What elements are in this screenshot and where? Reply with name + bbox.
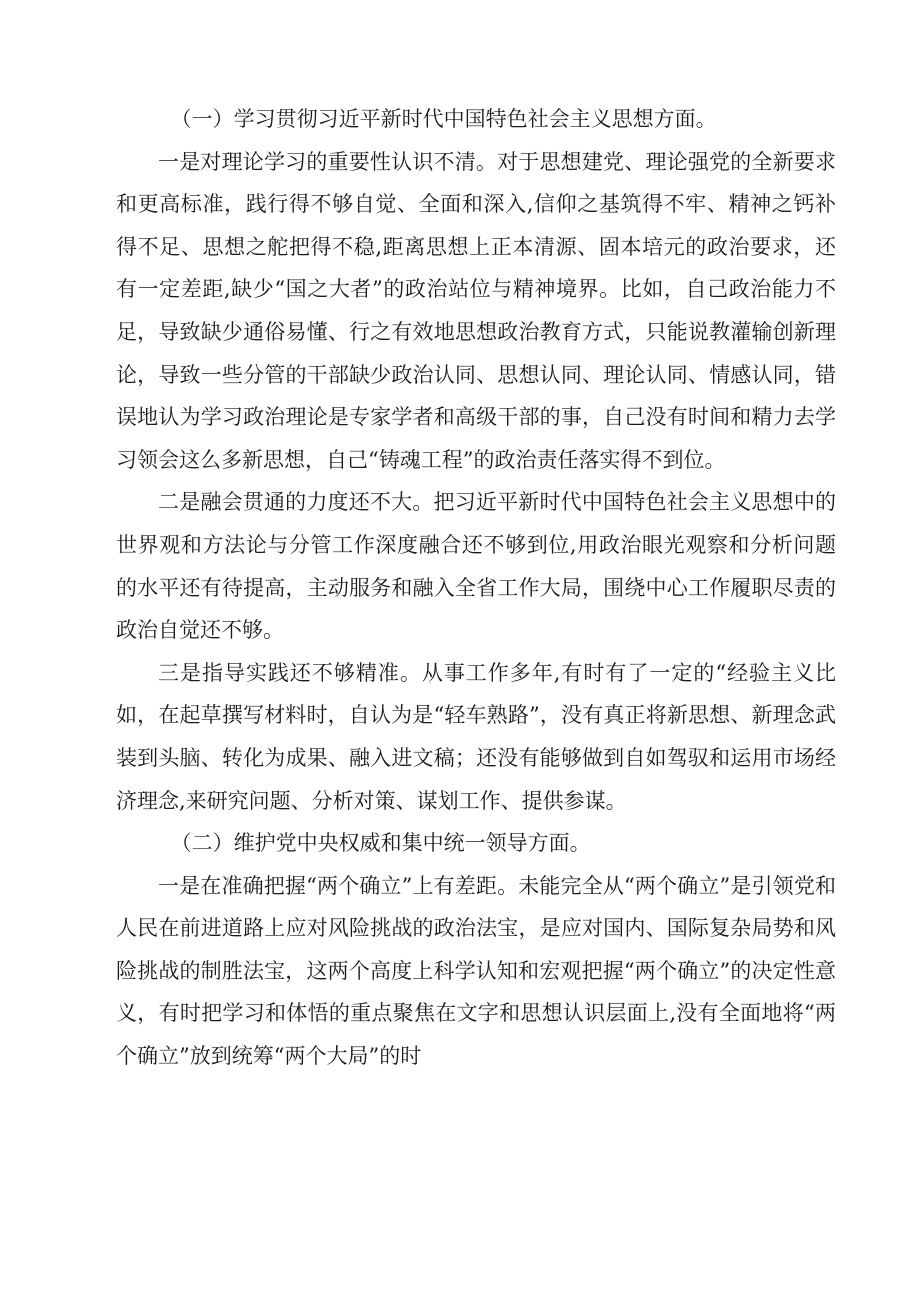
section-1-heading: （一）学习贯彻习近平新时代中国特色社会主义思想方面。 bbox=[170, 107, 717, 131]
document-body bbox=[116, 98, 836, 1078]
section-2-heading: （二）维护党中央权威和集中统一领导方面。 bbox=[170, 831, 591, 856]
section-1-paragraph-2: 二是融会贯通的力度还不大。把习近平新时代中国特色社会主义思想中的世界观和方法论与分管工作深度融合还不够到位,用政治眼光观察和分析问题的水平还有待提高，主动服务和融入全省工作大局，围绕中心工作履职尽责的政治自觉还不够。 bbox=[116, 490, 836, 643]
section-2-paragraph-1: 一是在准确把握“两个确立”上有差距。未能完全从“两个确立”是引领党和人民在前进道路上应对风险挑战的政治法宝，是应对国内、国际复杂局势和风险挑战的制胜法宝，这两个高度上科学认知和宏观把握“两个确立”的决定性意义，有时把学习和体悟的重点聚焦在文字和思想认识层面上,没有全面地将“两个确立”放到统筹“两个大局”的时 bbox=[116, 873, 836, 1069]
section-1-paragraph-1: 一是对理论学习的重要性认识不清。对于思想建党、理论强党的全新要求和更高标准，践行得不够自觉、全面和深入,信仰之基筑得不牢、精神之钙补得不足、思想之舵把得不稳,距离思想上正本清源、固本培元的政治要求，还有一定差距,缺少“国之大者”的政治站位与精神境界。比如，自己政治能力不足，导致缺少通俗易懂、行之有效地思想政治教育方式，只能说教灌输创新理论，导致一些分管的干部缺少政治认同、思想认同、理论认同、情感认同，错误地认为学习政治理论是专家学者和高级干部的事，自己没有时间和精力去学习领会这么多新思想，自己“铸魂工程”的政治责任落实得不到位。 bbox=[116, 149, 836, 472]
section-1-paragraph-3: 三是指导实践还不够精准。从事工作多年,有时有了一定的“经验主义比如，在起草撰写材料时，自认为是“轻车熟路”，没有真正将新思想、新理念武装到头脑、转化为成果、融入进文稿；还没有能够做到自如驾驭和运用市场经济理念,来研究问题、分析对策、谋划工作、提供参谋。 bbox=[116, 660, 836, 813]
